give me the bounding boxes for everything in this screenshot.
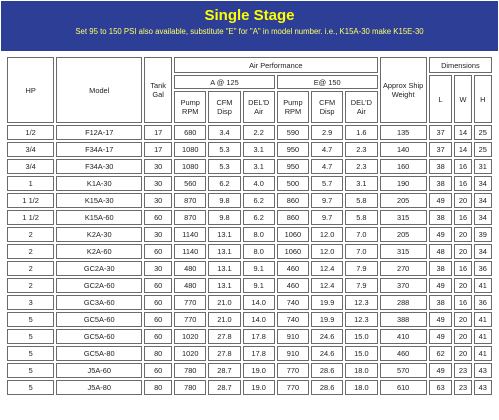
- cell-dim-w: 20: [454, 193, 471, 208]
- cell-e-deld-air: 18.0: [345, 380, 377, 395]
- cell-dim-h: 36: [474, 261, 492, 276]
- table-row: [7, 363, 492, 378]
- cell-model: K2A-30: [56, 227, 142, 242]
- cell-dim-h: 25: [474, 142, 492, 157]
- cell-a-pump-rpm: 870: [174, 193, 206, 208]
- cell-model: F34A-17: [56, 142, 142, 157]
- cell-ship-weight: 140: [380, 142, 427, 157]
- cell-ship-weight: 270: [380, 261, 427, 276]
- cell-hp: 1/2: [7, 125, 54, 140]
- cell-dim-h: 34: [474, 244, 492, 259]
- table-row: [7, 346, 492, 361]
- col-hp: HP: [7, 57, 54, 123]
- cell-ship-weight: 135: [380, 125, 427, 140]
- cell-tank: 60: [144, 363, 172, 378]
- cell-hp: 5: [7, 346, 54, 361]
- cell-dim-l: 49: [429, 312, 453, 327]
- cell-model: F34A-30: [56, 159, 142, 174]
- col-dimensions: Dimensions: [429, 57, 492, 73]
- cell-e-cfm-disp: 12.4: [311, 261, 343, 276]
- cell-hp: 3/4: [7, 142, 54, 157]
- col-air-performance: Air Performance: [174, 57, 377, 73]
- cell-tank: 60: [144, 295, 172, 310]
- cell-dim-l: 49: [429, 363, 453, 378]
- col-h: H: [474, 75, 492, 123]
- cell-e-pump-rpm: 770: [277, 363, 309, 378]
- cell-e-deld-air: 12.3: [345, 295, 377, 310]
- col-a-pump-rpm: Pump RPM: [174, 91, 206, 123]
- col-w: W: [454, 75, 471, 123]
- page-title: Single Stage: [204, 7, 295, 24]
- cell-dim-l: 62: [429, 346, 453, 361]
- cell-e-deld-air: 5.8: [345, 210, 377, 225]
- cell-a-pump-rpm: 870: [174, 210, 206, 225]
- table-row: [7, 244, 492, 259]
- cell-a-cfm-disp: 28.7: [208, 363, 240, 378]
- cell-hp: 3/4: [7, 159, 54, 174]
- page-subtitle: Set 95 to 150 PSI also available, substitute "E" for "A" in model number. i.e., K15A-30 make K15E-30: [75, 27, 424, 36]
- cell-e-deld-air: 3.1: [345, 176, 377, 191]
- cell-e-cfm-disp: 12.0: [311, 244, 343, 259]
- cell-a-cfm-disp: 21.0: [208, 295, 240, 310]
- cell-dim-w: 14: [454, 125, 471, 140]
- col-a-deld-air: DEL'D Air: [243, 91, 275, 123]
- cell-e-deld-air: 2.3: [345, 142, 377, 157]
- col-tank: Tank Gal: [144, 57, 172, 123]
- cell-tank: 30: [144, 261, 172, 276]
- cell-e-pump-rpm: 1060: [277, 227, 309, 242]
- cell-dim-w: 20: [454, 227, 471, 242]
- table-row: [7, 193, 492, 208]
- cell-dim-l: 37: [429, 125, 453, 140]
- cell-dim-h: 31: [474, 159, 492, 174]
- col-e-pump-rpm: Pump RPM: [277, 91, 309, 123]
- cell-e-pump-rpm: 950: [277, 142, 309, 157]
- cell-a-pump-rpm: 770: [174, 295, 206, 310]
- col-e-cfm-disp: CFM Disp: [311, 91, 343, 123]
- cell-hp: 5: [7, 380, 54, 395]
- cell-model: K15A-60: [56, 210, 142, 225]
- cell-hp: 2: [7, 244, 54, 259]
- cell-dim-w: 16: [454, 295, 471, 310]
- cell-hp: 1 1/2: [7, 193, 54, 208]
- cell-e-cfm-disp: 28.6: [311, 380, 343, 395]
- cell-a-pump-rpm: 1140: [174, 244, 206, 259]
- cell-e-deld-air: 15.0: [345, 346, 377, 361]
- cell-e-pump-rpm: 460: [277, 261, 309, 276]
- cell-ship-weight: 315: [380, 244, 427, 259]
- cell-e-pump-rpm: 590: [277, 125, 309, 140]
- cell-a-cfm-disp: 9.8: [208, 210, 240, 225]
- cell-ship-weight: 370: [380, 278, 427, 293]
- cell-tank: 80: [144, 380, 172, 395]
- cell-a-deld-air: 8.0: [243, 244, 275, 259]
- cell-dim-w: 20: [454, 278, 471, 293]
- cell-a-pump-rpm: 770: [174, 312, 206, 327]
- cell-model: GC5A-60: [56, 312, 142, 327]
- cell-tank: 30: [144, 193, 172, 208]
- cell-e-deld-air: 1.6: [345, 125, 377, 140]
- cell-tank: 30: [144, 227, 172, 242]
- cell-e-pump-rpm: 500: [277, 176, 309, 191]
- col-l: L: [429, 75, 453, 123]
- cell-a-deld-air: 19.0: [243, 380, 275, 395]
- cell-e-deld-air: 7.0: [345, 244, 377, 259]
- cell-e-pump-rpm: 860: [277, 193, 309, 208]
- cell-dim-w: 23: [454, 363, 471, 378]
- cell-e-pump-rpm: 460: [277, 278, 309, 293]
- cell-a-pump-rpm: 560: [174, 176, 206, 191]
- cell-a-pump-rpm: 780: [174, 363, 206, 378]
- cell-a-deld-air: 9.1: [243, 278, 275, 293]
- col-a-group: A @ 125: [174, 75, 275, 89]
- cell-e-cfm-disp: 9.7: [311, 193, 343, 208]
- cell-e-deld-air: 12.3: [345, 312, 377, 327]
- cell-a-cfm-disp: 3.4: [208, 125, 240, 140]
- cell-tank: 17: [144, 142, 172, 157]
- cell-ship-weight: 410: [380, 329, 427, 344]
- cell-dim-l: 48: [429, 244, 453, 259]
- cell-ship-weight: 288: [380, 295, 427, 310]
- cell-e-deld-air: 7.9: [345, 261, 377, 276]
- cell-a-pump-rpm: 680: [174, 125, 206, 140]
- cell-a-pump-rpm: 1080: [174, 142, 206, 157]
- cell-model: GC5A-80: [56, 346, 142, 361]
- cell-dim-w: 23: [454, 380, 471, 395]
- cell-tank: 30: [144, 159, 172, 174]
- cell-ship-weight: 315: [380, 210, 427, 225]
- cell-tank: 80: [144, 346, 172, 361]
- header-banner: [1, 1, 498, 51]
- cell-ship-weight: 610: [380, 380, 427, 395]
- cell-model: GC3A-60: [56, 295, 142, 310]
- cell-dim-l: 49: [429, 193, 453, 208]
- cell-e-deld-air: 7.0: [345, 227, 377, 242]
- cell-e-cfm-disp: 28.6: [311, 363, 343, 378]
- cell-a-deld-air: 8.0: [243, 227, 275, 242]
- cell-ship-weight: 205: [380, 227, 427, 242]
- cell-e-deld-air: 15.0: [345, 329, 377, 344]
- cell-hp: 1: [7, 176, 54, 191]
- cell-dim-h: 39: [474, 227, 492, 242]
- cell-e-pump-rpm: 770: [277, 380, 309, 395]
- cell-dim-w: 16: [454, 210, 471, 225]
- cell-e-cfm-disp: 19.9: [311, 295, 343, 310]
- cell-dim-h: 34: [474, 193, 492, 208]
- cell-model: K15A-30: [56, 193, 142, 208]
- cell-e-pump-rpm: 740: [277, 312, 309, 327]
- cell-e-pump-rpm: 910: [277, 329, 309, 344]
- cell-tank: 60: [144, 278, 172, 293]
- cell-dim-h: 43: [474, 380, 492, 395]
- cell-dim-w: 16: [454, 159, 471, 174]
- table-row: [7, 380, 492, 395]
- cell-model: GC5A-60: [56, 329, 142, 344]
- cell-a-cfm-disp: 5.3: [208, 159, 240, 174]
- cell-a-pump-rpm: 1080: [174, 159, 206, 174]
- cell-a-cfm-disp: 5.3: [208, 142, 240, 157]
- cell-a-deld-air: 14.0: [243, 312, 275, 327]
- cell-a-deld-air: 14.0: [243, 295, 275, 310]
- cell-e-deld-air: 18.0: [345, 363, 377, 378]
- cell-dim-w: 20: [454, 329, 471, 344]
- cell-dim-h: 41: [474, 312, 492, 327]
- cell-a-pump-rpm: 480: [174, 278, 206, 293]
- spec-table: [5, 55, 494, 397]
- cell-dim-w: 16: [454, 176, 471, 191]
- cell-dim-h: 34: [474, 210, 492, 225]
- col-model: Model: [56, 57, 142, 123]
- cell-dim-l: 49: [429, 227, 453, 242]
- cell-dim-l: 37: [429, 142, 453, 157]
- cell-dim-l: 63: [429, 380, 453, 395]
- cell-model: K1A-30: [56, 176, 142, 191]
- cell-e-cfm-disp: 4.7: [311, 142, 343, 157]
- cell-dim-h: 36: [474, 295, 492, 310]
- cell-ship-weight: 205: [380, 193, 427, 208]
- cell-model: GC2A-30: [56, 261, 142, 276]
- cell-tank: 60: [144, 329, 172, 344]
- table-row: [7, 329, 492, 344]
- cell-e-cfm-disp: 2.9: [311, 125, 343, 140]
- cell-a-pump-rpm: 480: [174, 261, 206, 276]
- cell-ship-weight: 160: [380, 159, 427, 174]
- table-row: [7, 295, 492, 310]
- cell-dim-l: 49: [429, 278, 453, 293]
- cell-e-pump-rpm: 1060: [277, 244, 309, 259]
- cell-e-pump-rpm: 910: [277, 346, 309, 361]
- cell-dim-w: 14: [454, 142, 471, 157]
- col-e-deld-air: DEL'D Air: [345, 91, 377, 123]
- cell-hp: 3: [7, 295, 54, 310]
- cell-a-cfm-disp: 13.1: [208, 278, 240, 293]
- cell-dim-l: 38: [429, 295, 453, 310]
- cell-a-deld-air: 17.8: [243, 329, 275, 344]
- cell-dim-l: 49: [429, 329, 453, 344]
- cell-dim-h: 43: [474, 363, 492, 378]
- cell-a-deld-air: 6.2: [243, 210, 275, 225]
- cell-dim-l: 38: [429, 176, 453, 191]
- cell-dim-h: 41: [474, 329, 492, 344]
- cell-a-cfm-disp: 13.1: [208, 244, 240, 259]
- cell-model: GC2A-60: [56, 278, 142, 293]
- cell-a-pump-rpm: 1020: [174, 346, 206, 361]
- cell-e-pump-rpm: 860: [277, 210, 309, 225]
- cell-e-cfm-disp: 12.4: [311, 278, 343, 293]
- table-row: [7, 312, 492, 327]
- table-row: [7, 261, 492, 276]
- cell-e-deld-air: 7.9: [345, 278, 377, 293]
- cell-a-deld-air: 9.1: [243, 261, 275, 276]
- cell-dim-w: 16: [454, 261, 471, 276]
- cell-a-pump-rpm: 1020: [174, 329, 206, 344]
- table-row: [7, 125, 492, 140]
- cell-hp: 2: [7, 261, 54, 276]
- cell-hp: 2: [7, 227, 54, 242]
- table-row: [7, 176, 492, 191]
- cell-model: J5A-80: [56, 380, 142, 395]
- cell-e-cfm-disp: 24.6: [311, 329, 343, 344]
- cell-ship-weight: 190: [380, 176, 427, 191]
- cell-e-cfm-disp: 4.7: [311, 159, 343, 174]
- cell-hp: 5: [7, 312, 54, 327]
- cell-a-pump-rpm: 780: [174, 380, 206, 395]
- cell-tank: 60: [144, 210, 172, 225]
- cell-dim-l: 38: [429, 159, 453, 174]
- cell-e-deld-air: 5.8: [345, 193, 377, 208]
- col-ship-weight: Approx Ship Weight: [380, 57, 427, 123]
- cell-model: K2A-60: [56, 244, 142, 259]
- cell-hp: 5: [7, 329, 54, 344]
- cell-e-cfm-disp: 24.6: [311, 346, 343, 361]
- col-e-group: E@ 150: [277, 75, 378, 89]
- cell-e-cfm-disp: 19.9: [311, 312, 343, 327]
- cell-a-deld-air: 3.1: [243, 142, 275, 157]
- cell-dim-l: 38: [429, 210, 453, 225]
- cell-e-pump-rpm: 950: [277, 159, 309, 174]
- cell-a-cfm-disp: 27.8: [208, 346, 240, 361]
- cell-ship-weight: 388: [380, 312, 427, 327]
- cell-ship-weight: 570: [380, 363, 427, 378]
- cell-ship-weight: 460: [380, 346, 427, 361]
- col-a-cfm-disp: CFM Disp: [208, 91, 240, 123]
- cell-a-cfm-disp: 27.8: [208, 329, 240, 344]
- cell-hp: 1 1/2: [7, 210, 54, 225]
- cell-dim-l: 38: [429, 261, 453, 276]
- cell-a-cfm-disp: 13.1: [208, 227, 240, 242]
- cell-a-cfm-disp: 21.0: [208, 312, 240, 327]
- table-row: [7, 227, 492, 242]
- cell-dim-w: 20: [454, 244, 471, 259]
- cell-a-deld-air: 3.1: [243, 159, 275, 174]
- cell-dim-h: 34: [474, 176, 492, 191]
- cell-a-pump-rpm: 1140: [174, 227, 206, 242]
- cell-a-deld-air: 6.2: [243, 193, 275, 208]
- table-row: [7, 159, 492, 174]
- table-row: [7, 142, 492, 157]
- cell-a-cfm-disp: 28.7: [208, 380, 240, 395]
- cell-a-cfm-disp: 6.2: [208, 176, 240, 191]
- cell-tank: 60: [144, 244, 172, 259]
- cell-tank: 60: [144, 312, 172, 327]
- table-row: [7, 210, 492, 225]
- cell-e-cfm-disp: 12.0: [311, 227, 343, 242]
- cell-a-deld-air: 4.0: [243, 176, 275, 191]
- cell-model: F12A-17: [56, 125, 142, 140]
- cell-a-cfm-disp: 9.8: [208, 193, 240, 208]
- cell-e-pump-rpm: 740: [277, 295, 309, 310]
- cell-a-deld-air: 17.8: [243, 346, 275, 361]
- cell-e-cfm-disp: 5.7: [311, 176, 343, 191]
- cell-e-deld-air: 2.3: [345, 159, 377, 174]
- cell-e-cfm-disp: 9.7: [311, 210, 343, 225]
- cell-tank: 30: [144, 176, 172, 191]
- cell-dim-h: 25: [474, 125, 492, 140]
- cell-a-deld-air: 2.2: [243, 125, 275, 140]
- cell-hp: 5: [7, 363, 54, 378]
- cell-dim-h: 41: [474, 278, 492, 293]
- cell-a-cfm-disp: 13.1: [208, 261, 240, 276]
- cell-dim-w: 20: [454, 312, 471, 327]
- cell-model: J5A-60: [56, 363, 142, 378]
- cell-a-deld-air: 19.0: [243, 363, 275, 378]
- cell-hp: 2: [7, 278, 54, 293]
- cell-tank: 17: [144, 125, 172, 140]
- table-row: [7, 278, 492, 293]
- cell-dim-w: 20: [454, 346, 471, 361]
- cell-dim-h: 41: [474, 346, 492, 361]
